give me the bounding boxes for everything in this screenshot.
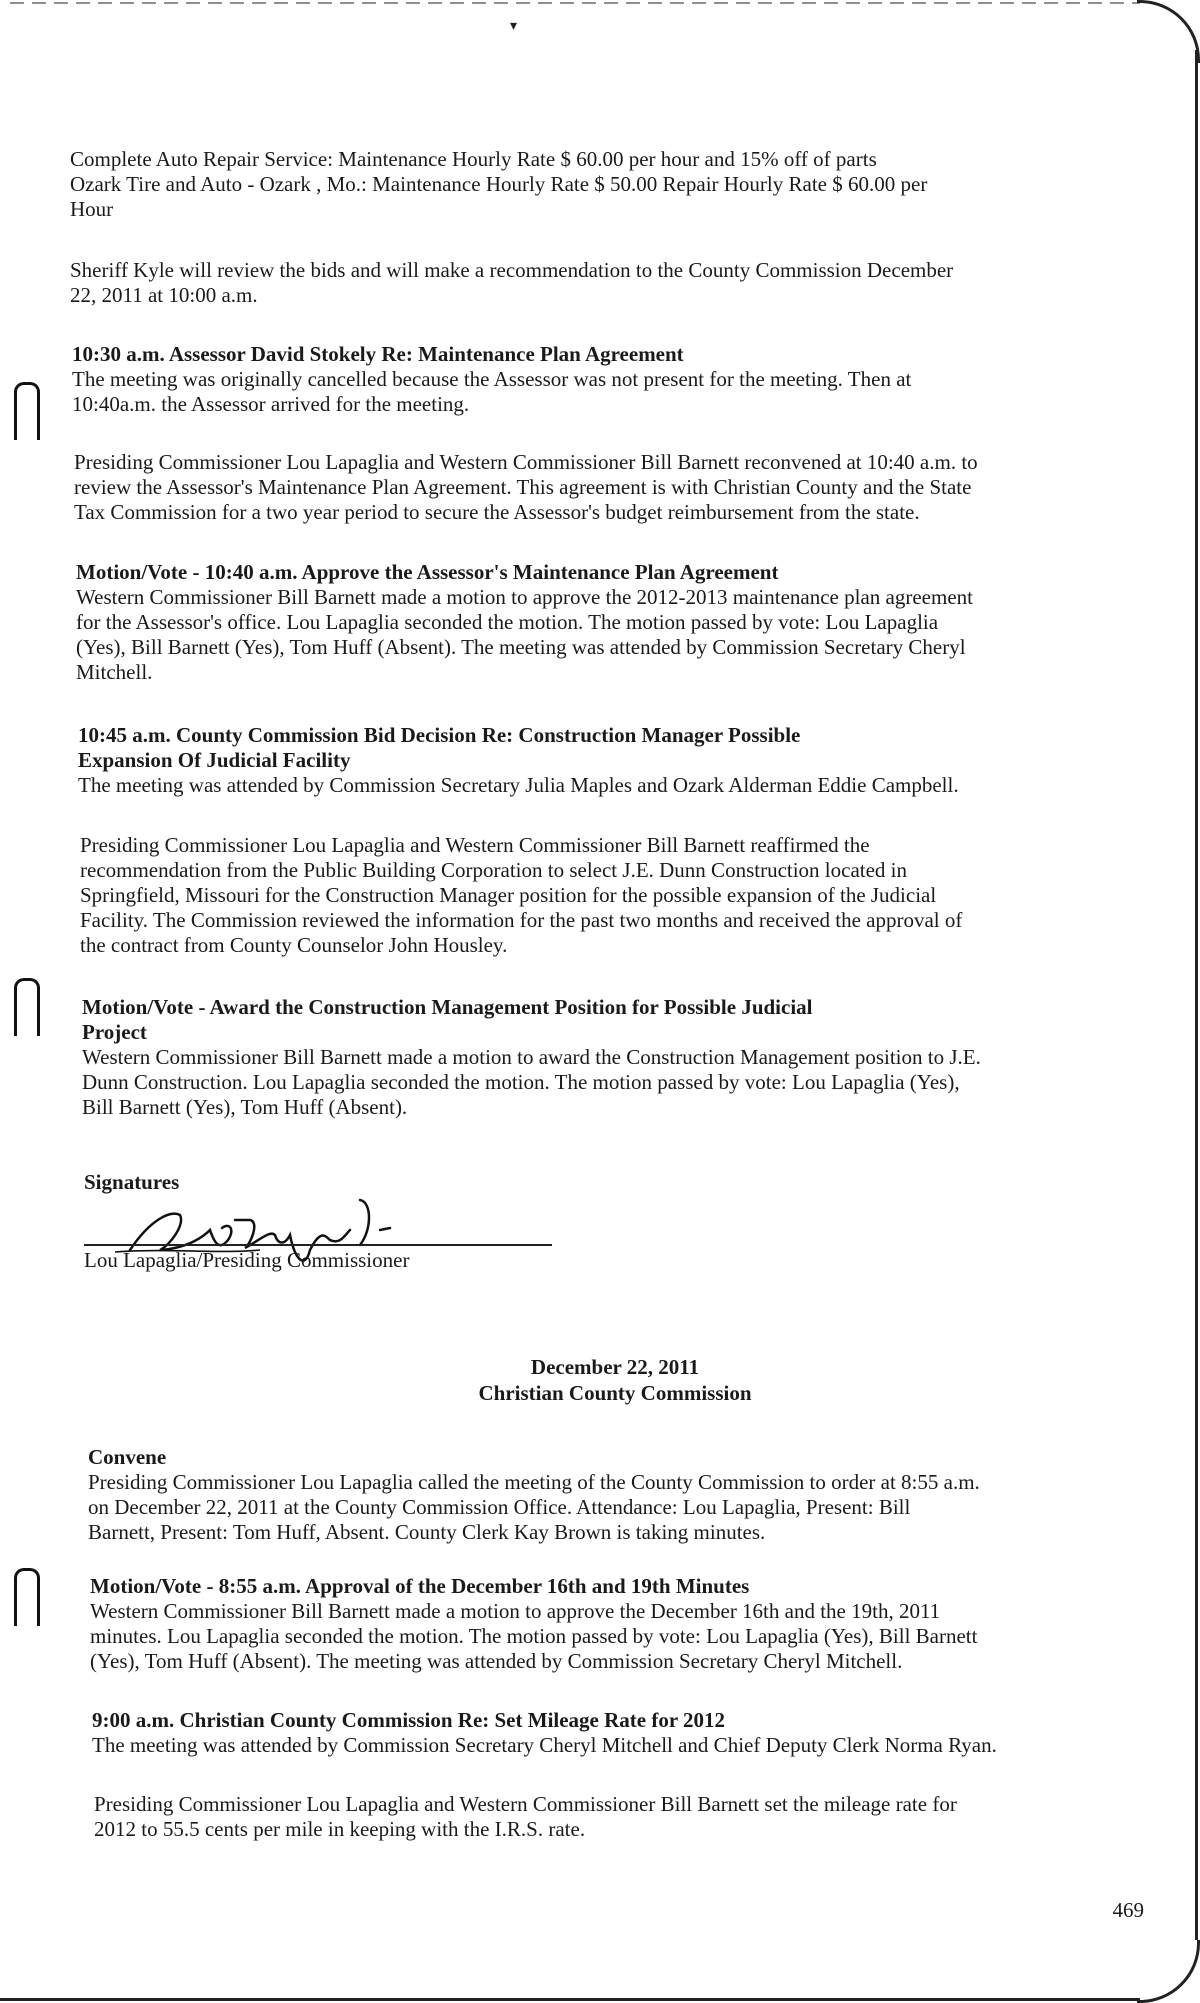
body-line: 10:40a.m. the Assessor arrived for the meeting. xyxy=(72,392,470,416)
section-heading: 10:30 a.m. Assessor David Stokely Re: Maintenance Plan Agreement xyxy=(72,342,684,366)
body-line: review the Assessor's Maintenance Plan Agreement. This agreement is with Christian County and the State xyxy=(74,475,972,499)
section-heading: 10:45 a.m. County Commission Bid Decision Re: Construction Manager Possible xyxy=(78,723,801,747)
body-line: Mitchell. xyxy=(76,660,153,684)
body-line: Springfield, Missouri for the Construction Manager position for the possible expansion of the Judicial xyxy=(80,883,937,907)
body-line: 22, 2011 at 10:00 a.m. xyxy=(70,283,258,307)
body-line: Facility. The Commission reviewed the information for the past two months and received the approval of xyxy=(80,908,963,932)
body-line: Presiding Commissioner Lou Lapaglia and Western Commissioner Bill Barnett set the mileage rate for xyxy=(94,1792,957,1816)
right-page-edge xyxy=(1195,50,1198,1940)
signature-line xyxy=(84,1244,552,1246)
body-line: Western Commissioner Bill Barnett made a motion to approve the December 16th and the 19th, 2011 xyxy=(90,1599,941,1623)
body-line: the contract from County Counselor John Housley. xyxy=(80,933,508,957)
body-line: Complete Auto Repair Service: Maintenance Hourly Rate $ 60.00 per hour and 15% off of parts xyxy=(70,147,877,171)
binder-hole-mark xyxy=(14,382,40,440)
body-line: Bill Barnett (Yes), Tom Huff (Absent). xyxy=(82,1095,408,1119)
body-line: Dunn Construction. Lou Lapaglia seconded the motion. The motion passed by vote: Lou Lapaglia (Yes), xyxy=(82,1070,960,1094)
body-line: minutes. Lou Lapaglia seconded the motion. The motion passed by vote: Lou Lapaglia (Yes), Bill Barnett xyxy=(90,1624,978,1648)
section-heading: Motion/Vote - Award the Construction Management Position for Possible Judicial xyxy=(82,995,813,1019)
body-line: The meeting was originally cancelled because the Assessor was not present for the meeting. Then at xyxy=(72,367,912,391)
body-line: Tax Commission for a two year period to secure the Assessor's budget reimbursement from the state. xyxy=(74,500,920,524)
bottom-page-edge xyxy=(0,1998,1140,2001)
body-line: Presiding Commissioner Lou Lapaglia called the meeting of the County Commission to order at 8:55 a.m. xyxy=(88,1470,980,1494)
body-line: Ozark Tire and Auto - Ozark , Mo.: Maintenance Hourly Rate $ 50.00 Repair Hourly Rate $ 60.00 per xyxy=(70,172,928,196)
bottom-right-page-corner xyxy=(1137,1940,1200,2003)
section-heading: 9:00 a.m. Christian County Commission Re: Set Mileage Rate for 2012 xyxy=(92,1708,726,1732)
section-heading: Expansion Of Judicial Facility xyxy=(78,748,351,772)
section-heading: Motion/Vote - 8:55 a.m. Approval of the December 16th and 19th Minutes xyxy=(90,1574,750,1598)
body-line: The meeting was attended by Commission Secretary Cheryl Mitchell and Chief Deputy Clerk Norma Ryan. xyxy=(92,1733,997,1757)
body-line: (Yes), Bill Barnett (Yes), Tom Huff (Absent). The meeting was attended by Commission Secretary Cheryl xyxy=(76,635,966,659)
body-line: Sheriff Kyle will review the bids and will make a recommendation to the County Commission December xyxy=(70,258,954,282)
date-heading: December 22, 2011 xyxy=(530,1355,700,1379)
body-line: Barnett, Present: Tom Huff, Absent. County Clerk Kay Brown is taking minutes. xyxy=(88,1520,766,1544)
body-line: for the Assessor's office. Lou Lapaglia seconded the motion. The motion passed by vote: Lou Lapaglia xyxy=(76,610,939,634)
commission-heading: Christian County Commission xyxy=(478,1381,752,1405)
signatures-heading: Signatures xyxy=(84,1170,180,1194)
binder-hole-mark xyxy=(14,978,40,1036)
body-line: Western Commissioner Bill Barnett made a motion to approve the 2012-2013 maintenance plan agreement xyxy=(76,585,973,609)
body-line: on December 22, 2011 at the County Commission Office. Attendance: Lou Lapaglia, Present: Bill xyxy=(88,1495,911,1519)
top-scan-edge xyxy=(10,2,1140,4)
signature-caption: Lou Lapaglia/Presiding Commissioner xyxy=(84,1248,410,1272)
body-line: (Yes), Tom Huff (Absent). The meeting was attended by Commission Secretary Cheryl Mitchell. xyxy=(90,1649,903,1673)
scan-speck: ▾ xyxy=(510,19,518,34)
section-heading: Convene xyxy=(88,1445,167,1469)
body-line: Presiding Commissioner Lou Lapaglia and Western Commissioner Bill Barnett reconvened at 10:40 a.m. to xyxy=(74,450,978,474)
body-line: Presiding Commissioner Lou Lapaglia and Western Commissioner Bill Barnett reaffirmed the xyxy=(80,833,870,857)
body-line: Western Commissioner Bill Barnett made a motion to award the Construction Management position to J.E. xyxy=(82,1045,981,1069)
binder-hole-mark xyxy=(14,1568,40,1626)
top-right-page-corner xyxy=(1137,0,1200,63)
body-line: The meeting was attended by Commission Secretary Julia Maples and Ozark Alderman Eddie Campbell. xyxy=(78,773,959,797)
body-line: recommendation from the Public Building Corporation to select J.E. Dunn Construction located in xyxy=(80,858,908,882)
body-line: Hour xyxy=(70,197,114,221)
body-line: 2012 to 55.5 cents per mile in keeping with the I.R.S. rate. xyxy=(94,1817,586,1841)
section-heading: Motion/Vote - 10:40 a.m. Approve the Assessor's Maintenance Plan Agreement xyxy=(76,560,779,584)
section-heading: Project xyxy=(82,1020,147,1044)
page-number: 469 xyxy=(1112,1898,1144,1922)
